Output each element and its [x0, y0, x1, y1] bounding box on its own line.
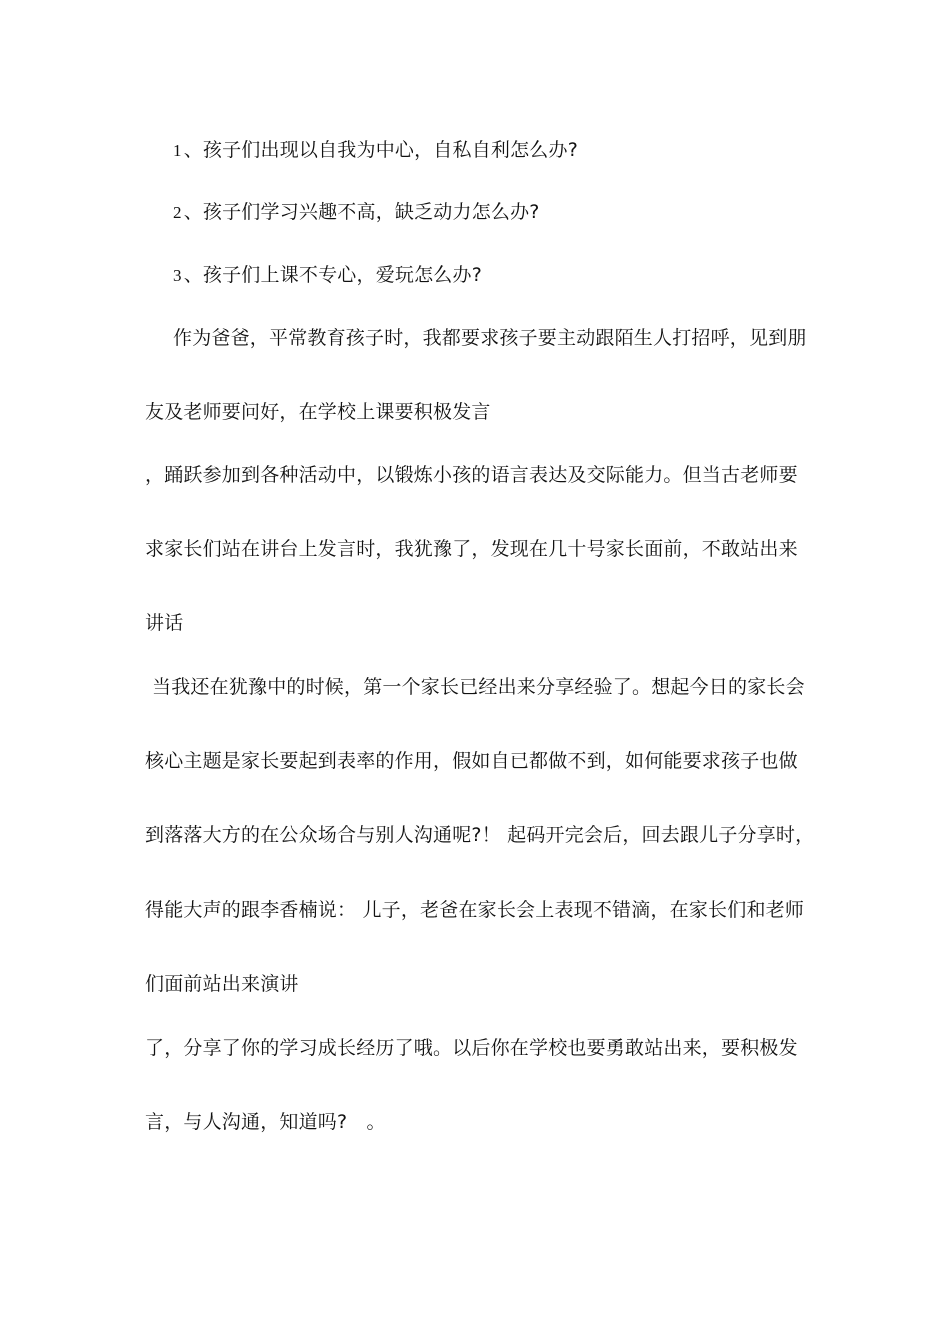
- body-line-1: 作为爸爸，平常教育孩子时，我都要求孩子要主动跟陌生人打招呼，见到朋: [173, 327, 807, 349]
- body-line-8: 到落落大方的在公众场合与别人沟通呢?！ 起码开完会后，回去跟儿子分享时，: [145, 824, 815, 846]
- body-line-2: 友及老师要问好，在学校上课要积极发言: [145, 401, 491, 423]
- body-line-11: 了，分享了你的学习成长经历了哦。以后你在学校也要勇敢站出来，要积极发: [145, 1037, 798, 1059]
- body-line-4: 求家长们站在讲台上发言时，我犹豫了，发现在几十号家长面前，不敢站出来: [145, 538, 798, 560]
- body-line-5: 讲话: [145, 612, 184, 634]
- question-number: 3: [173, 266, 182, 285]
- question-item-1: [173, 138, 578, 163]
- question-item-2: [173, 200, 540, 225]
- question-number: 1: [173, 141, 182, 160]
- question-text: 、孩子们上课不专心，爱玩怎么办?: [183, 264, 482, 286]
- question-text: 、孩子们学习兴趣不高，缺乏动力怎么办?: [183, 201, 540, 223]
- body-line-6: 当我还在犹豫中的时候，第一个家长已经出来分享经验了。想起今日的家长会: [152, 676, 805, 698]
- question-number: 2: [173, 203, 182, 222]
- question-item-3: [173, 263, 482, 288]
- body-line-10: 们面前站出来演讲: [145, 973, 299, 995]
- body-line-12: 言，与人沟通，知道吗? 。: [145, 1111, 386, 1133]
- question-text: 、孩子们出现以自我为中心，自私自利怎么办?: [183, 139, 578, 161]
- body-line-9: 得能大声的跟李香楠说： 儿子，老爸在家长会上表现不错滴，在家长们和老师: [145, 899, 805, 921]
- body-line-7: 核心主题是家长要起到表率的作用，假如自已都做不到，如何能要求孩子也做: [145, 750, 798, 772]
- body-line-3: ，踊跃参加到各种活动中，以锻炼小孩的语言表达及交际能力。但当古老师要: [145, 464, 798, 486]
